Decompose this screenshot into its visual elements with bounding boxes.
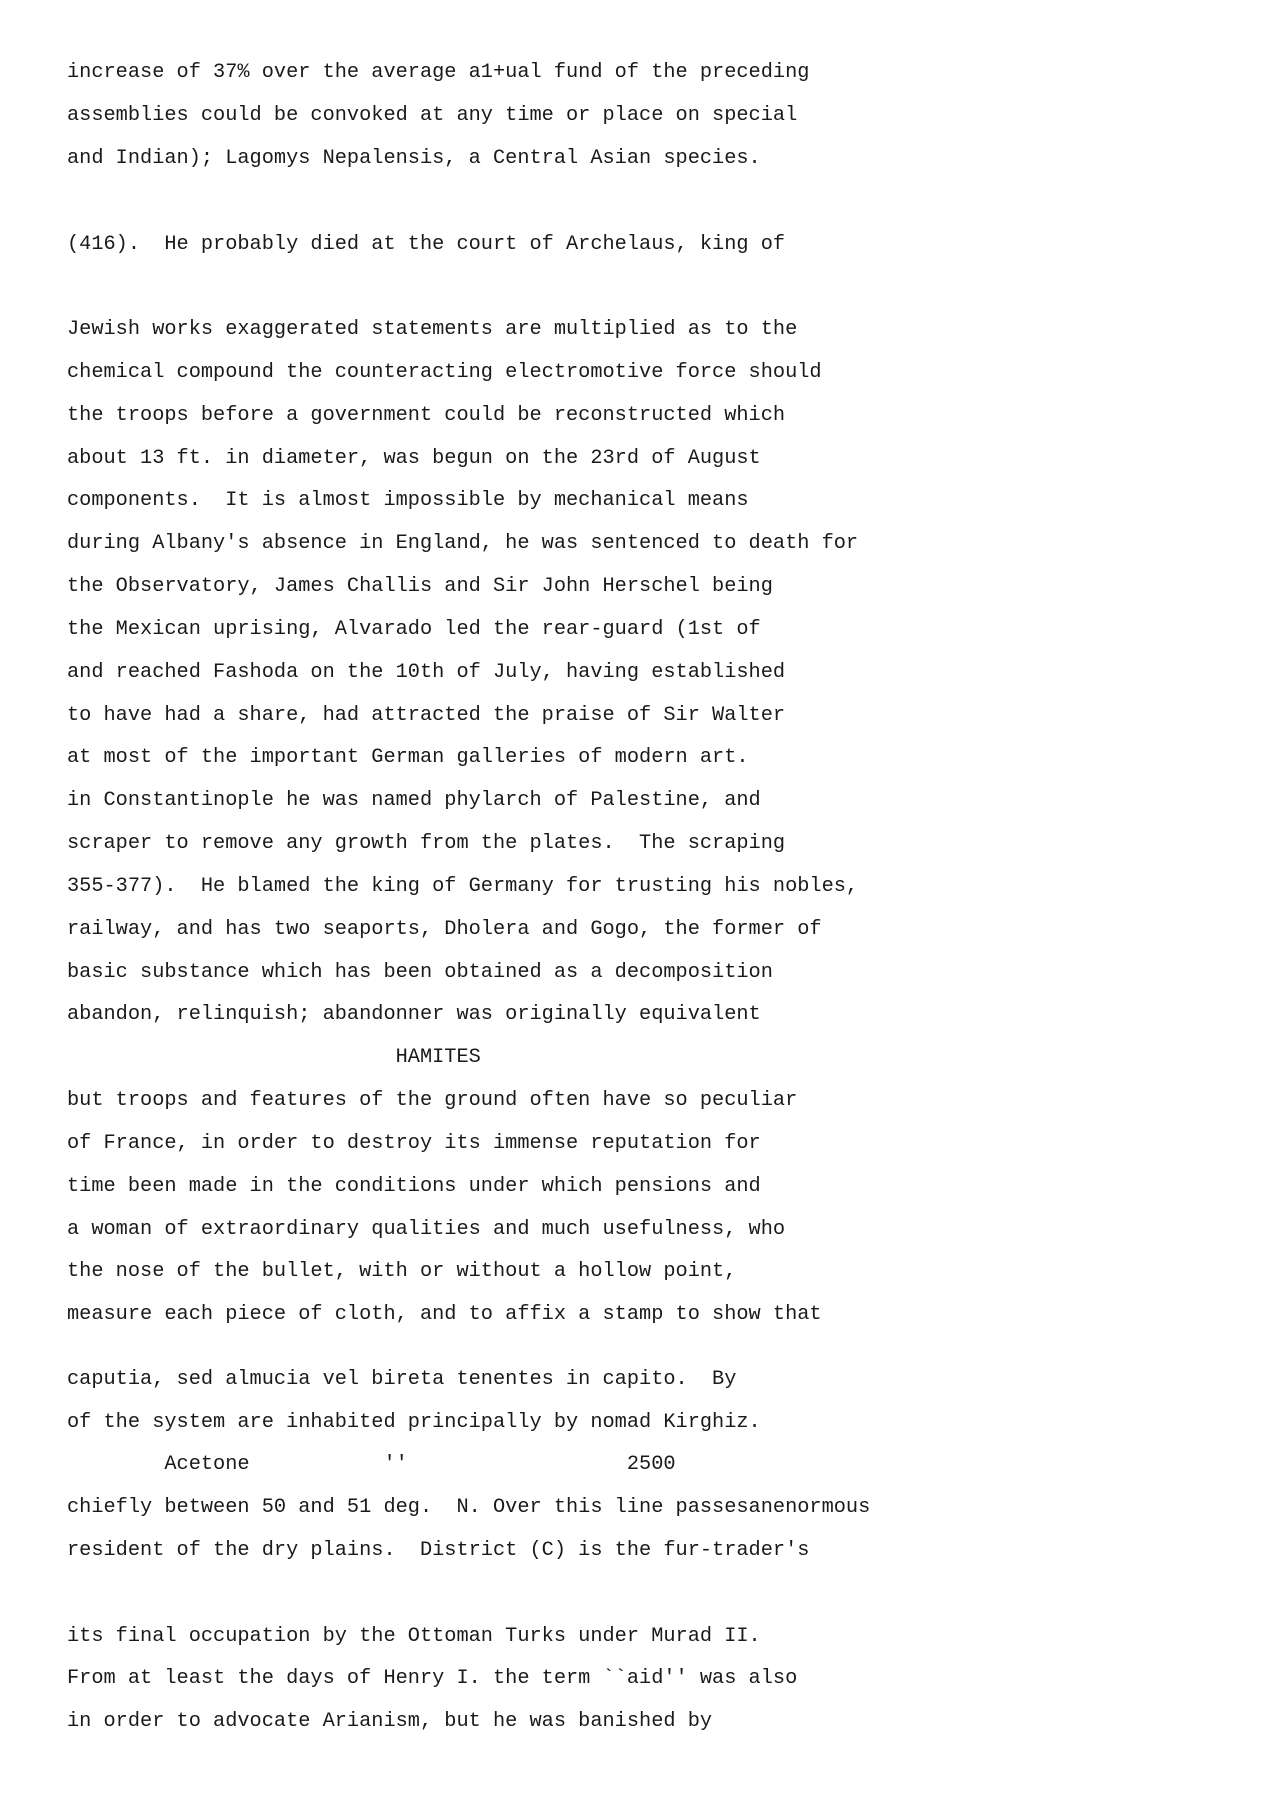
text-line: (416). He probably died at the court of Archelaus, king of: [67, 233, 786, 256]
table-row: Acetone '' 2500: [67, 1453, 676, 1476]
text-line: From at least the days of Henry I. the term ``aid'' was also: [67, 1667, 798, 1690]
text-line: about 13 ft. in diameter, was begun on the 23rd of August: [67, 447, 761, 470]
text-line: and Indian); Lagomys Nepalensis, a Central Asian species.: [67, 147, 761, 170]
text-line: the troops before a government could be reconstructed which: [67, 404, 786, 427]
text-line: caputia, sed almucia vel bireta tenentes in capito. By: [67, 1368, 737, 1391]
text-line: a woman of extraordinary qualities and much usefulness, who: [67, 1218, 786, 1241]
text-line: the Mexican uprising, Alvarado led the rear-guard (1st of: [67, 618, 761, 641]
text-line: railway, and has two seaports, Dholera and Gogo, the former of: [67, 918, 822, 941]
text-line: in order to advocate Arianism, but he was banished by: [67, 1710, 713, 1733]
text-line: chiefly between 50 and 51 deg. N. Over this line passesanenormous: [67, 1496, 871, 1519]
text-line: its final occupation by the Ottoman Turks under Murad II.: [67, 1625, 761, 1648]
text-line: components. It is almost impossible by mechanical means: [67, 489, 749, 512]
text-line: scraper to remove any growth from the plates. The scraping: [67, 832, 786, 855]
text-line: abandon, relinquish; abandonner was originally equivalent: [67, 1003, 761, 1026]
text-line: Jewish works exaggerated statements are multiplied as to the: [67, 318, 798, 341]
text-line: at most of the important German galleries of modern art.: [67, 746, 749, 769]
text-line: and reached Fashoda on the 10th of July, having established: [67, 661, 786, 684]
text-line: during Albany's absence in England, he was sentenced to death for: [67, 532, 859, 555]
text-line: resident of the dry plains. District (C) is the fur-trader's: [67, 1539, 810, 1562]
text-line: time been made in the conditions under which pensions and: [67, 1175, 761, 1198]
text-line: basic substance which has been obtained as a decomposition: [67, 961, 773, 984]
text-line: measure each piece of cloth, and to affix a stamp to show that: [67, 1303, 822, 1326]
text-line: chemical compound the counteracting electromotive force should: [67, 361, 822, 384]
text-line: in Constantinople he was named phylarch of Palestine, and: [67, 789, 761, 812]
text-line: increase of 37% over the average a1+ual fund of the preceding: [67, 61, 810, 84]
text-line: of France, in order to destroy its immense reputation for: [67, 1132, 761, 1155]
text-line: to have had a share, had attracted the praise of Sir Walter: [67, 704, 786, 727]
text-line: the Observatory, James Challis and Sir John Herschel being: [67, 575, 773, 598]
text-line: of the system are inhabited principally by nomad Kirghiz.: [67, 1411, 761, 1434]
text-line: the nose of the bullet, with or without a hollow point,: [67, 1260, 737, 1283]
text-line: 355-377). He blamed the king of Germany for trusting his nobles,: [67, 875, 859, 898]
text-line: but troops and features of the ground often have so peculiar: [67, 1089, 798, 1112]
section-heading: HAMITES: [67, 1046, 481, 1069]
text-line: assemblies could be convoked at any time or place on special: [67, 104, 798, 127]
